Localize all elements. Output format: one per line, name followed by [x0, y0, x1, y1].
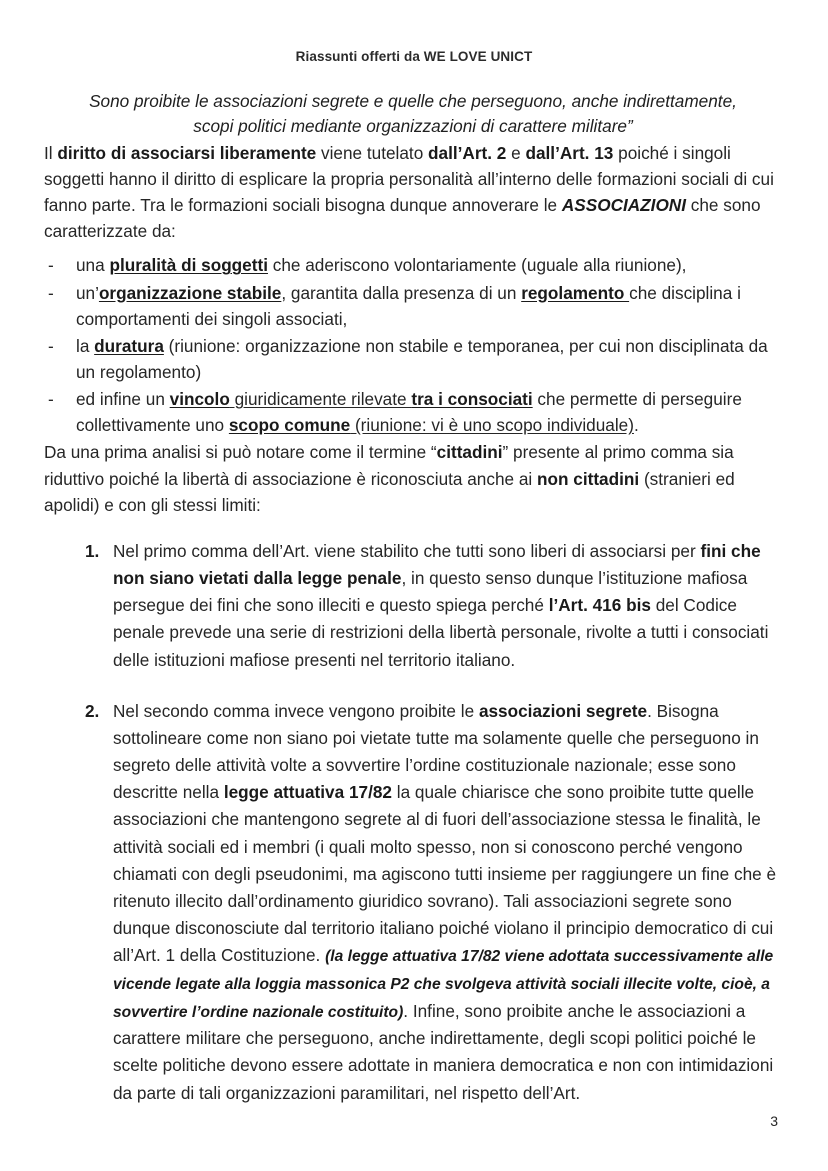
text-run: diritto di associarsi liberamente [57, 142, 317, 163]
text-run: l’Art. 416 bis [548, 595, 651, 616]
text-run: dall’Art. 13 [525, 142, 614, 163]
dash-bullet-icon: - [48, 282, 54, 303]
document-body [0, 89, 828, 1107]
text-run: del Codice penale prevede una serie di restrizioni della libertà personale, rivolte a tutti i consociati delle istituzioni mafiose presenti nel territorio italiano. [113, 595, 769, 670]
list-item-number: 1. [85, 540, 100, 561]
text-run: che permette di perseguire collettivamente uno [76, 389, 742, 436]
text-run: Nel secondo comma invece vengono proibite le [113, 700, 479, 721]
text-run: scopo comune [228, 415, 351, 436]
text-run: che disciplina i comportamenti dei singoli associati, [76, 282, 741, 329]
text-run: Da una prima analisi si può notare come il termine “ [44, 442, 437, 463]
numbered-list-item [44, 698, 782, 1107]
text-run: (la legge attuativa 17/82 viene adottata successivamente alle vicende legate alla loggia massonica P2 che svolgeva attività sociali illecite volte, cioè, a sovvertire l’ordine nazionale costituito) [113, 948, 774, 1021]
list-item-text [76, 336, 768, 382]
text-run: associazioni segrete [478, 700, 648, 721]
text-run: ” presente al primo comma sia riduttivo poiché la libertà di associazione è riconosciuta anche ai [44, 442, 734, 489]
text-run: tra i consociati [411, 389, 533, 410]
list-item-number: 2. [85, 700, 100, 721]
text-run: , garantita dalla presenza di un [281, 282, 522, 303]
constitutional-quote [44, 89, 782, 140]
text-run: pluralità di soggetti [109, 255, 268, 276]
text-run: dall’Art. 2 [428, 142, 507, 163]
text-run: poiché i singoli soggetti hanno il diritto di esplicare la propria personalità all’interno delle formazioni sociali di cui fanno parte. Tra le formazioni sociali bisogna dunque annoverare le [44, 142, 774, 216]
text-run: , in questo senso dunque l’istituzione mafiosa persegue dei fini che sono illeciti e questo spiega perché [113, 568, 748, 616]
text-run: . Infine, sono proibite anche le associazioni a carattere militare che perseguono, anche indirettamente, degli scopi politici poiché le scelte politiche devono essere adottate in maniera democratica e non con intimidazioni da parte di tali organizzazioni paramilitari, nel rispetto dell’Art. [113, 1000, 774, 1103]
text-run: . Bisogna sottolineare come non siano poi vietate tutte ma solamente quelle che perseguono in segreto delle attività volte a sovvertire l’ordine costituzionale nazionale; esse sono descritte nella [113, 700, 759, 803]
text-run: fini che non siano vietati dalla legge penale [113, 540, 761, 589]
intro-paragraph [44, 140, 782, 245]
text-run: legge attuativa 17/82 [223, 782, 392, 803]
text-run: cittadini [436, 442, 503, 463]
page-number: 3 [770, 1113, 778, 1129]
text-run: Nel primo comma dell’Art. viene stabilito che tutti sono liberi di associarsi per [113, 540, 701, 561]
text-run: che sono caratterizzate da: [44, 195, 761, 242]
text-run: e [506, 142, 526, 163]
text-run: che aderiscono volontariamente (uguale alla riunione), [267, 255, 687, 276]
text-run: (stranieri ed apolidi) e con gli stessi limiti: [44, 468, 735, 515]
text-run: la quale chiarisce che sono proibite tutte quelle associazioni che mantengono segrete al di fuori dell’associazione stessa le finalità, le attività sociali ed i membri (i quali molto spesso, non si conoscono perché vengono chiamati con degli pseudonimi, ma agiscono tutti insieme per raggiungere un fine che è ritenuto illecito dall’ordinamento giuridico sovrano). Tali associazioni segrete sono dunque disconosciute dal territorio italiano poiché violano il principio democratico di cui all’Art. 1 della Costituzione. [113, 782, 777, 966]
document-header: Riassunti offerti da WE LOVE UNICT [295, 49, 533, 64]
analysis-paragraph [44, 439, 782, 517]
numbered-list-item [44, 538, 782, 674]
text-run: Sono proibite le associazioni segrete e quelle che perseguono, anche indirettamente, scopi politici mediante organizzazioni di carattere militare” [89, 91, 737, 137]
list-item-text [76, 255, 686, 275]
text-run: viene tutelato [316, 142, 429, 163]
list-item [44, 252, 782, 278]
list-item [44, 386, 782, 438]
text-run: vincolo [169, 389, 230, 410]
numbered-list-item-text [113, 701, 776, 1103]
association-characteristics-list [44, 252, 782, 438]
text-run: (riunione: organizzazione non stabile e temporanea, per cui non disciplinata da un regolamento) [76, 335, 768, 383]
text-run: la [76, 335, 95, 356]
text-run: regolamento [521, 282, 630, 303]
comma-numbered-list [44, 538, 782, 1107]
text-run: organizzazione stabile [98, 282, 282, 303]
list-item [44, 280, 782, 332]
text-run: una [76, 255, 110, 276]
dash-bullet-icon: - [48, 335, 54, 356]
dash-bullet-icon: - [48, 255, 54, 276]
text-run: un’ [76, 282, 99, 303]
dash-bullet-icon: - [48, 389, 54, 410]
list-item-text [76, 283, 741, 329]
text-run: ed infine un [76, 389, 170, 410]
text-run: giuridicamente rilevate [229, 389, 412, 410]
numbered-list-item-text [113, 541, 768, 670]
text-run: (riunione: vi è uno scopo individuale) [350, 415, 634, 436]
text-run: duratura [94, 335, 164, 356]
text-run: Il [44, 142, 58, 163]
text-run: . [633, 415, 639, 436]
list-item-text [76, 389, 742, 435]
text-run: non cittadini [537, 468, 640, 489]
list-item [44, 333, 782, 385]
text-run: ASSOCIAZIONI [561, 195, 686, 216]
